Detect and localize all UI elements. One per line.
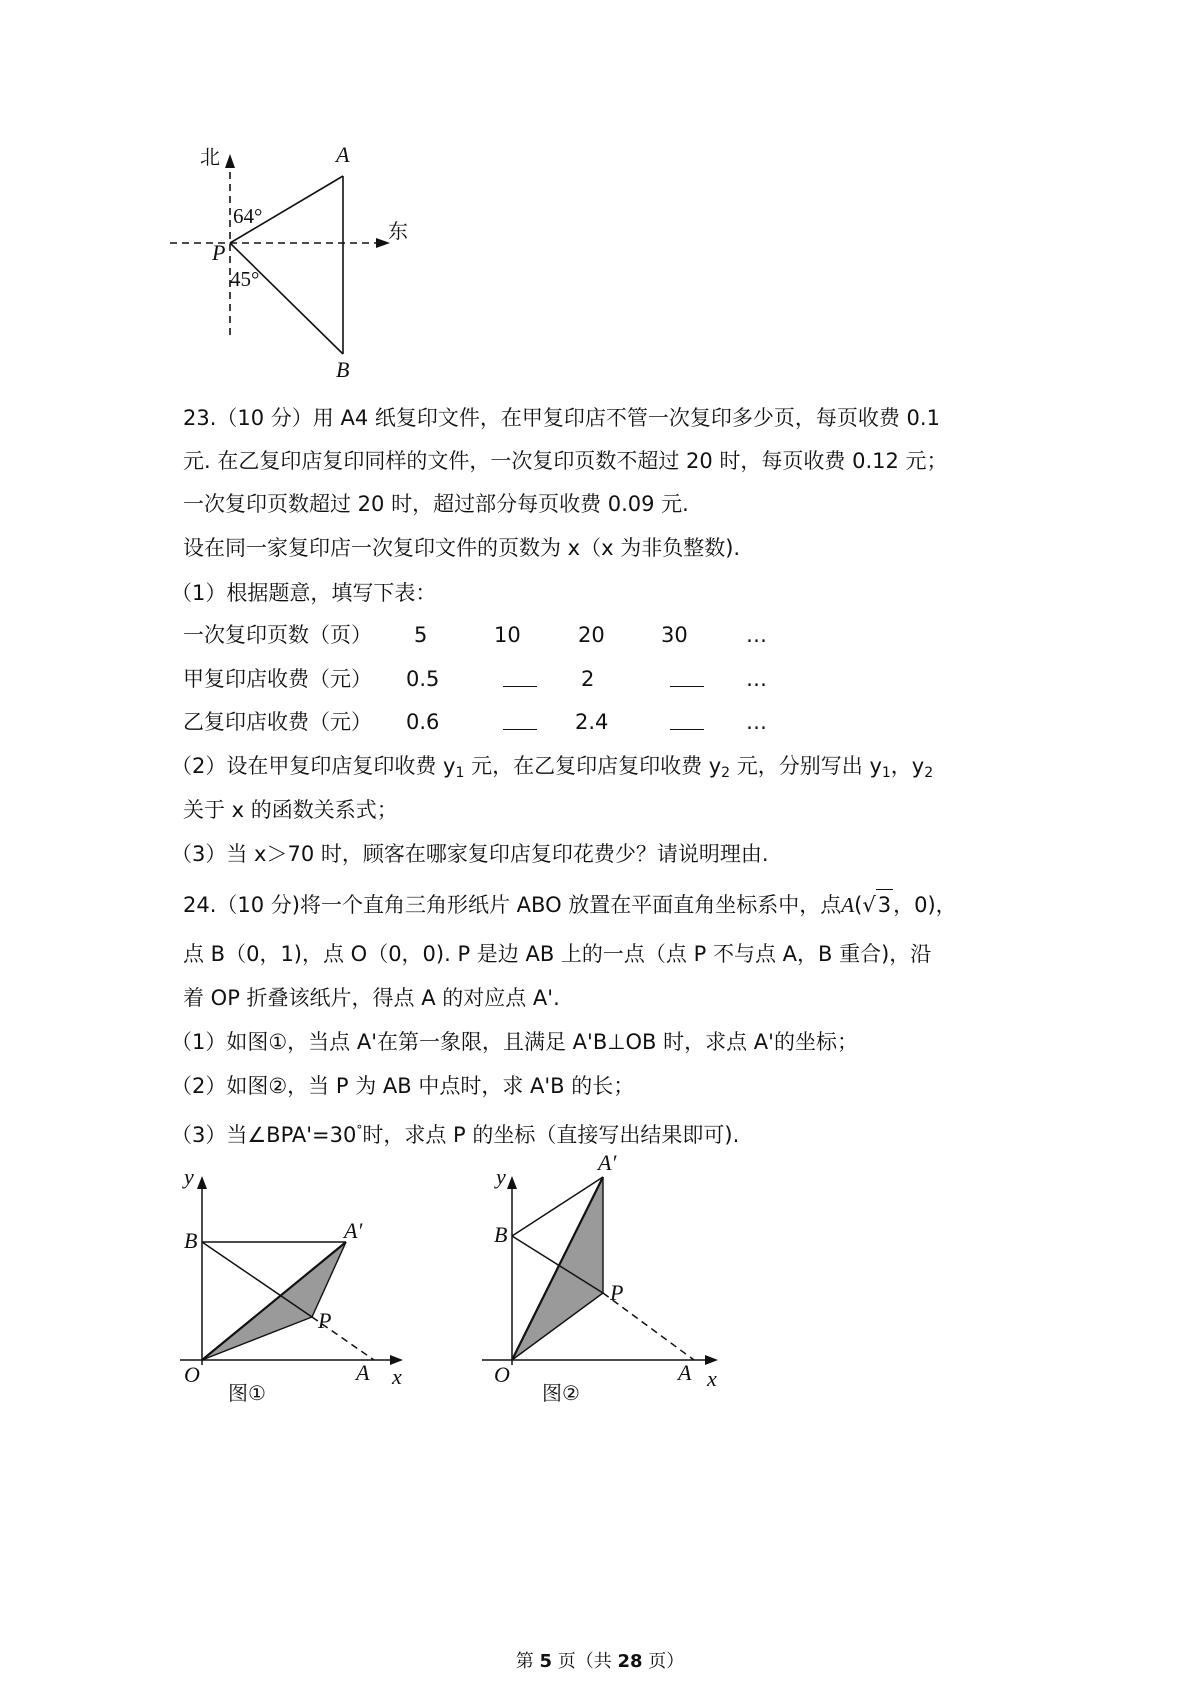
- point-a-label: A: [356, 1360, 370, 1385]
- q24-line-1-text: ，0)，: [893, 893, 957, 917]
- table-row-2-label: 甲复印店收费（元）: [183, 667, 372, 691]
- q23-line-2: 元. 在乙复印店复印同样的文件，一次复印页数不超过 20 时，每页收费 0.12 元；: [183, 449, 948, 473]
- sqrt-icon: √: [862, 893, 876, 917]
- q23-part-2-text: （2）设在甲复印店复印收费 y: [171, 754, 456, 778]
- segment-pb: [230, 243, 343, 354]
- angle-45-label: 45°: [230, 267, 260, 291]
- subscript: 1: [455, 765, 465, 781]
- point-p-label: P: [212, 240, 226, 265]
- q23-part-1: （1）根据题意，填写下表：: [171, 581, 437, 605]
- point-a-prime-label: A′: [598, 1150, 617, 1175]
- footer-text: 第: [515, 1651, 540, 1672]
- subscript: 2: [924, 765, 934, 781]
- table-row-2-cell: 0.5: [406, 667, 440, 691]
- point-a-prime-label: A′: [344, 1218, 363, 1243]
- y-arrow-icon: [197, 1176, 207, 1189]
- table-row-1-cell: 10: [494, 623, 521, 647]
- q24-line-1: [183, 889, 957, 920]
- north-label: 北: [200, 145, 220, 169]
- answer-blank: [670, 729, 704, 730]
- east-label: 东: [388, 219, 408, 243]
- point-b-label: B: [494, 1222, 508, 1247]
- point-p-label: P: [318, 1308, 332, 1333]
- table-row-2-cell: …: [746, 667, 767, 691]
- q23-line-3: 一次复印页数超过 20 时，超过部分每页收费 0.09 元.: [183, 492, 689, 516]
- figure-1-caption: 图①: [228, 1381, 266, 1405]
- figure-2: [470, 1150, 740, 1410]
- point-o-label: O: [494, 1362, 510, 1387]
- q24-part-3: [171, 1115, 739, 1150]
- page-number: 5: [539, 1651, 552, 1672]
- compass-figure: [160, 140, 440, 390]
- y-arrow-icon: [507, 1176, 517, 1189]
- q23-part-3: （3）当 x＞70 时，顾客在哪家复印店复印花费少？请说明理由.: [171, 842, 769, 866]
- total-pages: 28: [617, 1651, 643, 1672]
- q24-part-2: （2）如图②，当 P 为 AB 中点时，求 A'B 的长；: [171, 1074, 635, 1098]
- footer-text: 页（共: [552, 1651, 618, 1672]
- table-row-3-cell: 0.6: [406, 710, 440, 734]
- point-o-label: O: [184, 1362, 200, 1387]
- q24-part-1: （1）如图①，当点 A'在第一象限，且满足 A'B⊥OB 时，求点 A'的坐标；: [171, 1030, 858, 1054]
- figure-1-svg: [160, 1160, 420, 1410]
- x-arrow-icon: [705, 1355, 718, 1365]
- q23-part-2-cont: 关于 x 的函数关系式；: [183, 798, 398, 822]
- answer-blank: [670, 686, 704, 687]
- table-row-2-cell: 2: [581, 667, 595, 691]
- x-label: x: [707, 1366, 717, 1391]
- figure-2-caption: 图②: [542, 1381, 580, 1405]
- q24-line-1-paren: (: [854, 893, 863, 917]
- point-a-label: A: [678, 1360, 692, 1385]
- table-row-3-label: 乙复印店收费（元）: [183, 710, 372, 734]
- point-p-label: P: [610, 1280, 624, 1305]
- answer-blank: [503, 686, 537, 687]
- segment-b-p: [202, 1242, 312, 1317]
- q23-part-2-text: ，y: [890, 754, 925, 778]
- q23-line-1: 23.（10 分）用 A4 纸复印文件，在甲复印店不管一次复印多少页，每页收费 0.1: [183, 406, 940, 430]
- q24-part-3-text: （3）当∠BPA'=30: [171, 1123, 357, 1147]
- y-label: y: [496, 1164, 506, 1189]
- table-row-1-cell: …: [746, 623, 767, 647]
- page-footer: [0, 1647, 1200, 1673]
- q24-line-1-text: 24.（10 分)将一个直角三角形纸片 ABO 放置在平面直角坐标系中，点: [183, 893, 842, 917]
- point-a-math: A: [841, 893, 855, 917]
- y-label: y: [184, 1164, 194, 1189]
- q24-line-2: 点 B（0，1)，点 O（0，0). P 是边 AB 上的一点（点 P 不与点 A，B 重合)，沿: [183, 942, 932, 966]
- segment-o-a-prime: [202, 1242, 346, 1360]
- north-arrow-icon: [225, 154, 235, 168]
- compass-figure-svg: [160, 140, 440, 390]
- q24-part-3-text: 时，求点 P 的坐标（直接写出结果即可).: [362, 1123, 740, 1147]
- point-b-label: B: [336, 357, 350, 382]
- q23-part-2: [171, 751, 933, 788]
- q24-line-3: 着 OP 折叠该纸片，得点 A 的对应点 A'.: [183, 986, 560, 1010]
- point-b-label: B: [184, 1228, 198, 1253]
- table-row-3-cell: 2.4: [575, 710, 609, 734]
- subscript: 1: [881, 765, 891, 781]
- point-a-label: A: [336, 142, 350, 167]
- table-row-1-label: 一次复印页数（页）: [183, 623, 372, 647]
- figure-2-svg: [470, 1150, 740, 1410]
- degree-mark: °: [356, 1123, 363, 1137]
- x-label: x: [392, 1364, 402, 1389]
- q23-line-4: 设在同一家复印店一次复印文件的页数为 x（x 为非负整数).: [183, 536, 741, 560]
- sqrt-radicand: 3: [876, 889, 893, 920]
- table-row-1-cell: 30: [661, 623, 688, 647]
- angle-64-label: 64°: [233, 204, 263, 228]
- footer-text: 页）: [642, 1651, 685, 1672]
- answer-blank: [503, 729, 537, 730]
- table-row-1-cell: 20: [578, 623, 605, 647]
- figure-1: [160, 1160, 420, 1410]
- table-row-1-cell: 5: [414, 623, 428, 647]
- q23-part-2-text: 元，在乙复印店复印收费 y: [464, 754, 722, 778]
- subscript: 2: [721, 765, 731, 781]
- table-row-3-cell: …: [746, 710, 767, 734]
- q23-part-2-text: 元，分别写出 y: [730, 754, 882, 778]
